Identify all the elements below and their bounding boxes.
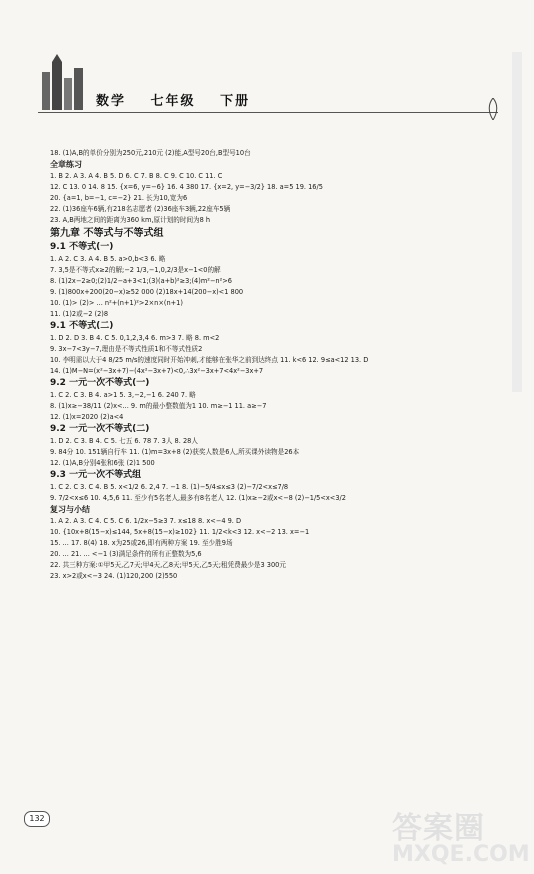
answer-line: 1. C 2. C 3. B 4. a>1 5. 3,−2,−1 6. 240 7. 略 xyxy=(50,391,196,399)
answer-line: 23. x>2或x<−3 24. (1)120,200 (2)550 xyxy=(50,572,178,580)
feather-icon xyxy=(486,98,500,120)
section-heading: 9.3 一元一次不等式组 xyxy=(50,470,142,480)
section-heading: 第九章 不等式与不等式组 xyxy=(50,228,164,239)
answer-line: 10. (1)> (2)> ... n²+(n+1)²>2×n×(n+1) xyxy=(50,299,183,307)
answer-line: 22. (1)36座车6辆,有218名志愿者 (2)36座车3辆,22座车5辆 xyxy=(50,205,231,213)
answer-line: 22. 共三种方案:①甲5天,乙7天;甲4天,乙8天;甲5天,乙5天;租凭费最少是3 300元 xyxy=(50,561,286,569)
answer-line: 8. (1)x≥−38/11 (2)x<... 9. m的最小整数值为1 10. m≥−1 11. a≥−7 xyxy=(50,402,267,410)
answer-line: 10. {10x+8(15−x)≤144, 5x+8(15−x)≥102} 11. 1/2<k<3 12. x<−2 13. x=−1 xyxy=(50,528,310,536)
answer-line: 23. A,B两地之间的距离为360 km,原计划的时间为8 h xyxy=(50,216,211,224)
answer-line: 1. D 2. C 3. B 4. C 5. 七五 6. 78 7. 3人 8. 28人 xyxy=(50,437,198,445)
answer-line: 12. (1)A,B分别4张和6张 (2)1 500 xyxy=(50,459,155,467)
answer-line: 9. 3x−7<3y−7,理由是不等式性质1和不等式性质2 xyxy=(50,345,203,353)
section-heading: 复习与小结 xyxy=(50,505,90,514)
header-rule xyxy=(38,112,498,113)
page-edge-tab xyxy=(512,52,522,392)
answer-line: 15. ... 17. 8(4) 18. x为25或26,即有两种方案 19. 至少胜9场 xyxy=(50,539,233,547)
answer-line: 1. B 2. A 3. A 4. B 5. D 6. C 7. B 8. C 9. C 10. C 11. C xyxy=(50,172,223,180)
answer-line: 1. A 2. C 3. A 4. B 5. a>0,b<3 6. 略 xyxy=(50,255,166,263)
page-number: 132 xyxy=(24,811,50,827)
answer-line: 14. (1)M−N=(x²−3x+7)−(4x²−3x+7)<0,∴3x²−3x+7<4x²−3x+7 xyxy=(50,367,264,375)
section-heading: 9.2 一元一次不等式(一) xyxy=(50,378,150,388)
answer-line: 12. C 13. 0 14. 8 15. {x=6, y=−6} 16. 4 380 17. {x=2, y=−3/2} 18. a=5 19. 16/5 xyxy=(50,183,323,191)
answer-line: 1. A 2. A 3. C 4. C 5. C 6. 1/2x−5≥3 7. x≤18 8. x<−4 9. D xyxy=(50,517,242,525)
section-heading: 9.2 一元一次不等式(二) xyxy=(50,424,150,434)
answer-line: 9. (1)800x+200(20−x)≥52 000 (2)18x+14(200−x)<1 800 xyxy=(50,288,244,296)
answer-content xyxy=(50,148,508,582)
answer-line: 9. 84分 10. 151辆自行车 11. (1)m=3x+8 (2)获奖人数是6人,所买课外读物是26本 xyxy=(50,448,300,456)
answer-line: 12. (1)x=2020 (2)a<4 xyxy=(50,413,124,421)
answer-line: 20. ... 21. ... <−1 (3)满足条件的所有正整数为5,6 xyxy=(50,550,202,558)
section-heading: 9.1 不等式(二) xyxy=(50,321,114,331)
section-heading: 9.1 不等式(一) xyxy=(50,242,114,252)
answer-line: 11. (1)2或−2 (2)8 xyxy=(50,310,109,318)
header-volume: 下册 xyxy=(220,94,251,109)
answer-line: 1. C 2. C 3. C 4. B 5. x<1/2 6. 2,4 7. −1 8. (1)−5/4≤x≤3 (2)−7/2<x≤7/8 xyxy=(50,483,289,491)
answer-line: 20. {a=1, b=−1, c=−2} 21. 长为10,宽为6 xyxy=(50,194,188,202)
header-grade: 七年级 xyxy=(150,94,196,109)
header-title xyxy=(96,90,268,109)
answer-line: 18. (1)A,B的单价分别为250元,210元 (2)能,A型号20台,B型号10台 xyxy=(50,149,251,157)
watermark-logo: 答案圈 xyxy=(392,811,485,846)
section-heading: 全章练习 xyxy=(50,160,82,169)
answer-line: 9. 7/2<x≤6 10. 4,5,6 11. 至少有5名老人,最多有8名老人 12. (1)x≥−2或x<−8 (2)−1/5<x<3/2 xyxy=(50,494,346,502)
city-skyline-icon xyxy=(32,54,102,114)
answer-line: 8. (1)2x−2≥0;(2)1/2−a+3<1;(3)(a+b)²≥3;(4)m²−n²>6 xyxy=(50,277,232,285)
answer-line: 1. D 2. D 3. B 4. C 5. 0,1,2,3,4 6. m>3 7. 略 8. m<2 xyxy=(50,334,220,342)
header-subject: 数学 xyxy=(96,94,127,109)
answer-line: 10. 李明需以大于4 8/25 m/s的速度同时开始冲刺,才能够在张华之前到达终点 11. k<6 12. 9≤a<12 13. D xyxy=(50,356,369,364)
page-header xyxy=(38,60,498,130)
answer-line: 7. 3,5是不等式x≥2的解;−2 1/3,−1,0,2/3是x−1<0的解 xyxy=(50,266,221,274)
watermark-url: MXQE.COM xyxy=(392,842,530,867)
